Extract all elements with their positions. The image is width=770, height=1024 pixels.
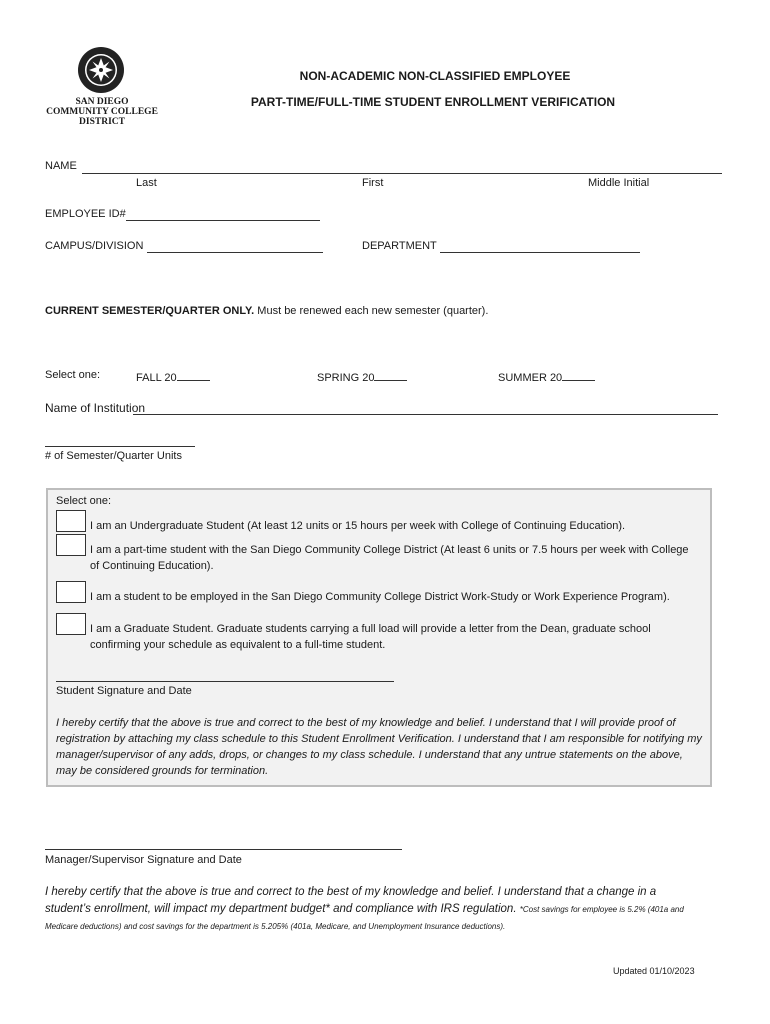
units-input-line[interactable] <box>45 435 195 447</box>
name-sublabel-middle: Middle Initial <box>588 177 650 189</box>
term-select-label: Select one: <box>45 369 101 381</box>
logo-text: SAN DIEGO COMMUNITY COLLEGE DISTRICT <box>46 97 158 127</box>
name-label: NAME <box>45 160 77 172</box>
student-certification-text: I hereby certify that the above is true and correct to the best of my knowledge and belief. I understand that I will provide proof of registration by attaching my class schedule to this Student Enrollment Verification. I understand that I am responsible for notifying my manager/supervisor of any adds, drops, or changes to my class schedule. I understand that any untrue statements on the above, may be considered grounds for termination. <box>56 717 702 777</box>
manager-signature-line[interactable] <box>45 838 402 850</box>
semester-note <box>45 305 488 317</box>
work-study-option-text: I am a student to be employed in the San Diego Community College District Work-Study or Work Experience Program). <box>90 591 670 603</box>
updated-date: Updated 01/10/2023 <box>613 966 695 976</box>
box-select-label: Select one: <box>56 495 112 507</box>
department-input-line[interactable] <box>440 241 640 253</box>
student-signature-label: Student Signature and Date <box>56 685 192 697</box>
spring-year-line[interactable] <box>374 369 407 381</box>
summer-year-line[interactable] <box>562 369 595 381</box>
work-study-checkbox[interactable] <box>56 581 86 603</box>
name-sublabel-last: Last <box>136 177 157 189</box>
undergraduate-checkbox[interactable] <box>56 510 86 532</box>
term-summer-option[interactable]: SUMMER 20 <box>498 369 595 384</box>
undergraduate-option-text: I am an Undergraduate Student (At least 12 units or 15 hours per week with College of Continuing Education). <box>90 520 626 532</box>
name-input-line[interactable] <box>82 161 722 174</box>
form-title-line1: NON-ACADEMIC NON-CLASSIFIED EMPLOYEE <box>299 69 571 83</box>
semester-heading: CURRENT SEMESTER/QUARTER ONLY. <box>45 305 255 317</box>
manager-certification-text: I hereby certify that the above is true and correct to the best of my knowledge and belief. I understand that a change in a student’s enrollment, will impact my department budget* and compliance with IRS regulation. <box>45 886 657 915</box>
employee-id-input-line[interactable] <box>126 209 320 221</box>
manager-signature-label: Manager/Supervisor Signature and Date <box>45 854 242 866</box>
institution-label: Name of Institution <box>45 401 146 415</box>
graduate-checkbox[interactable] <box>56 613 86 635</box>
institution-input-line[interactable] <box>133 402 718 415</box>
form-title-line2: PART-TIME/FULL-TIME STUDENT ENROLLMENT VERIFICATION <box>250 95 616 109</box>
term-fall-option[interactable]: FALL 20 <box>136 369 210 384</box>
employee-id-label: EMPLOYEE ID# <box>45 208 126 220</box>
part-time-option-text: I am a part-time student with the San Diego Community College District (At least 6 units or 7.5 hours per week with College of Continuing Education). <box>90 544 689 572</box>
term-spring-option[interactable]: SPRING 20 <box>317 369 407 384</box>
manager-certification <box>45 884 695 935</box>
department-label: DEPARTMENT <box>362 240 437 252</box>
graduate-option-text: I am a Graduate Student. Graduate students carrying a full load will provide a letter from the Dean, graduate school confirming your schedule as equivalent to a full-time student. <box>90 623 651 651</box>
name-sublabel-first: First <box>362 177 384 189</box>
campus-label: CAMPUS/DIVISION <box>45 240 144 252</box>
student-signature-line[interactable] <box>56 671 394 682</box>
part-time-checkbox[interactable] <box>56 534 86 556</box>
fall-year-line[interactable] <box>177 369 210 381</box>
campus-input-line[interactable] <box>147 241 323 253</box>
semester-renew-note: Must be renewed each new semester (quarter). <box>257 305 489 317</box>
units-label: # of Semester/Quarter Units <box>45 450 182 462</box>
manager-footnote: *Cost savings for employee is 5.2% (401a and Medicare deductions) and cost savings for the department is 5.205% (401a, Medicare, and Unemployment Insurance deductions). <box>45 905 684 931</box>
district-logo <box>44 44 160 132</box>
